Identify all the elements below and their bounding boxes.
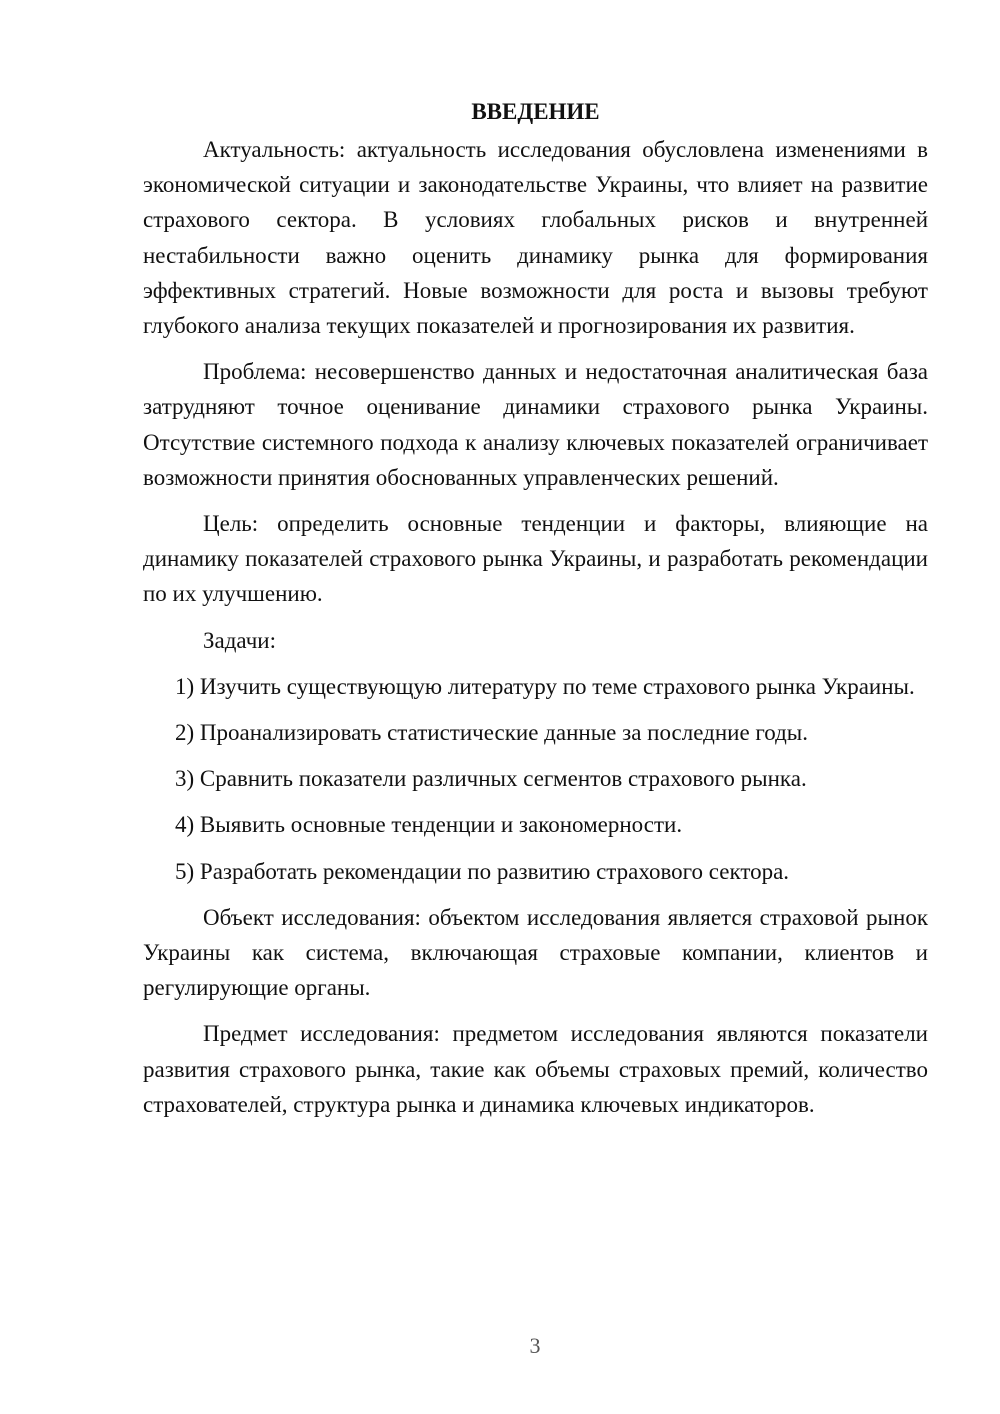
tasks-list — [143, 669, 928, 889]
list-item: 4) Выявить основные тенденции и закономерности. — [175, 812, 683, 838]
page-number: 3 — [529, 1333, 541, 1358]
page-content — [143, 94, 928, 1133]
list-item: 2) Проанализировать статистические данные за последние годы. — [175, 720, 809, 746]
goal-paragraph: Цель: определить основные тенденции и факторы, влияющие на динамику показателей страхового рынка Украины, и разработать рекомендации по их улучшению. — [143, 511, 928, 607]
subject-paragraph: Предмет исследования: предметом исследования являются показатели развития страхового рынка, такие как объемы страховых премий, количество страхователей, структура рынка и динамика ключевых индикаторов. — [143, 1021, 928, 1117]
relevance-paragraph: Актуальность: актуальность исследования обусловлена изменениями в экономической ситуации и законодательстве Украины, что влияет на развитие страхового сектора. В условиях глобальных рисков и внутренней нестабильности важно оценить динамику рынка для формирования эффективных стратегий. Новые возможности для роста и вызовы требуют глубокого анализа текущих показателей и прогнозирования их развития. — [143, 137, 928, 339]
object-paragraph: Объект исследования: объектом исследования является страховой рынок Украины как система, включающая страховые компании, клиентов и регулирующие органы. — [143, 904, 928, 1001]
page-title: ВВЕДЕНИЕ — [471, 99, 600, 124]
problem-paragraph: Проблема: несовершенство данных и недостаточная аналитическая база затрудняют точное оценивание динамики страхового рынка Украины. Отсутствие системного подхода к анализу ключевых показателей ограничивает возможности принятия обоснованных управленческих решений. — [143, 359, 928, 490]
list-item: 5) Разработать рекомендации по развитию страхового сектора. — [175, 858, 790, 884]
list-item: 1) Изучить существующую литературу по теме страхового рынка Украины. — [175, 673, 915, 699]
list-item: 3) Сравнить показатели различных сегментов страхового рынка. — [175, 766, 807, 792]
tasks-heading: Задачи: — [203, 627, 276, 653]
